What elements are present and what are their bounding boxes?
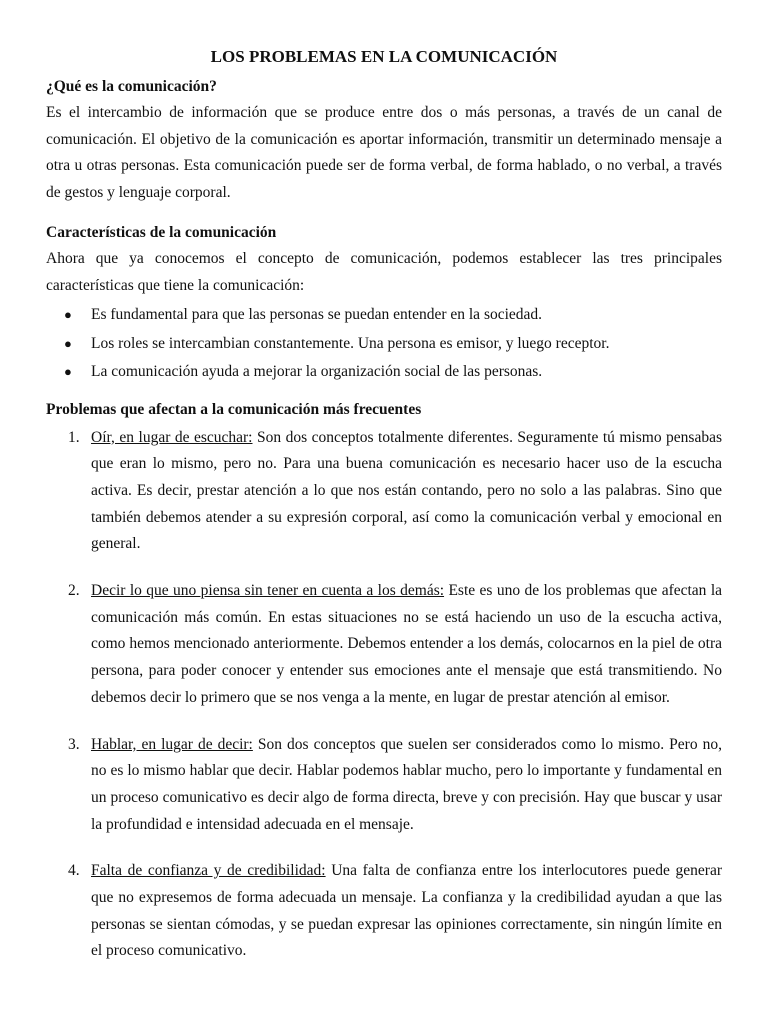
- section-what-is-communication: [46, 74, 722, 206]
- numbered-list: [46, 425, 722, 966]
- list-item-number: 3.: [68, 735, 80, 753]
- section-heading: Características de la comunicación: [46, 224, 277, 241]
- section-paragraph: Es el intercambio de información que se produce entre dos o más personas, a través de un canal de comunicación. El objetivo de la comunicación es aportar información, transmitir un determinado mensaje a otra u otras personas. Esta comunicación puede ser de forma verbal, de forma hablado, o no verbal, a través de gestos y lenguaje corporal.: [46, 104, 722, 201]
- section-paragraph: Ahora que ya conocemos el concepto de comunicación, podemos establecer las tres principales características que tiene la comunicación:: [46, 250, 722, 294]
- list-item-label: Decir lo que uno piensa sin tener en cuenta a los demás:: [91, 582, 445, 600]
- bullet-text: La comunicación ayuda a mejorar la organización social de las personas.: [91, 363, 543, 380]
- list-item-text: Son dos conceptos totalmente diferentes. Seguramente tú mismo pensabas que eran lo mismo, pero no. Para una buena comunicación es necesario hacer uso de la escucha activa. Es decir, prestar atención a lo que nos están contando, pero no solo a las palabras. Sino que también debemos atender a su expresión corporal, así como la comunicación verbal y emocional en general.: [91, 428, 722, 553]
- list-item: [46, 425, 722, 559]
- list-item-label: Hablar, en lugar de decir:: [91, 735, 253, 753]
- list-item-label: Oír, en lugar de escuchar:: [91, 428, 253, 446]
- bullet-icon: ●: [64, 335, 72, 351]
- list-item-number: 1.: [68, 428, 80, 446]
- bullet-text: Es fundamental para que las personas se puedan entender en la sociedad.: [91, 306, 543, 323]
- list-item: [46, 578, 722, 712]
- bullet-item: [46, 301, 722, 330]
- list-item-text: Este es uno de los problemas que afectan la comunicación más común. En estas situaciones no se está haciendo un uso de la escucha activa, como hemos mencionado anteriormente. Debemos entender a los demás, colocarnos en la piel de otra persona, para poder conocer y entender sus emociones ante el mensaje que está transmitiendo. No debemos decir lo primero que se nos venga a la mente, en lugar de prestar atención al emisor.: [91, 582, 723, 706]
- section-characteristics: [46, 220, 722, 387]
- section-heading: ¿Qué es la comunicación?: [46, 78, 217, 95]
- document-title: LOS PROBLEMAS EN LA COMUNICACIÓN: [210, 47, 558, 66]
- list-item: [46, 858, 722, 965]
- bullet-item: [46, 330, 722, 359]
- list-item-number: 2.: [68, 582, 80, 600]
- section-heading: Problemas que afectan a la comunicación más frecuentes: [46, 400, 422, 418]
- bullet-list: [46, 301, 722, 387]
- bullet-icon: ●: [64, 307, 72, 322]
- list-item-label: Falta de confianza y de credibilidad:: [91, 862, 326, 880]
- list-item-text: Son dos conceptos que suelen ser considerados como lo mismo. Pero no, no es lo mismo hablar que decir. Hablar podemos hablar mucho, pero lo importante y fundamental en un proceso comunicativo es decir algo de forma directa, breve y con precisión. Hay que buscar y usar la profundidad e intensidad adecuada en el mensaje.: [91, 735, 722, 833]
- list-item: [46, 732, 722, 839]
- bullet-icon: ●: [64, 364, 72, 379]
- bullet-text: Los roles se intercambian constantemente. Una persona es emisor, y luego receptor.: [91, 334, 610, 352]
- list-item-text: Una falta de confianza entre los interlocutores puede generar que no expresemos de forma adecuada un mensaje. La confianza y la credibilidad ayudan a que las personas se sientan cómodas, y se puedan expresar las opiniones correctamente, sin ningún límite en el proceso comunicativo.: [91, 862, 722, 960]
- section-frequent-problems: [46, 397, 722, 966]
- bullet-item: [46, 358, 722, 387]
- list-item-number: 4.: [68, 862, 80, 880]
